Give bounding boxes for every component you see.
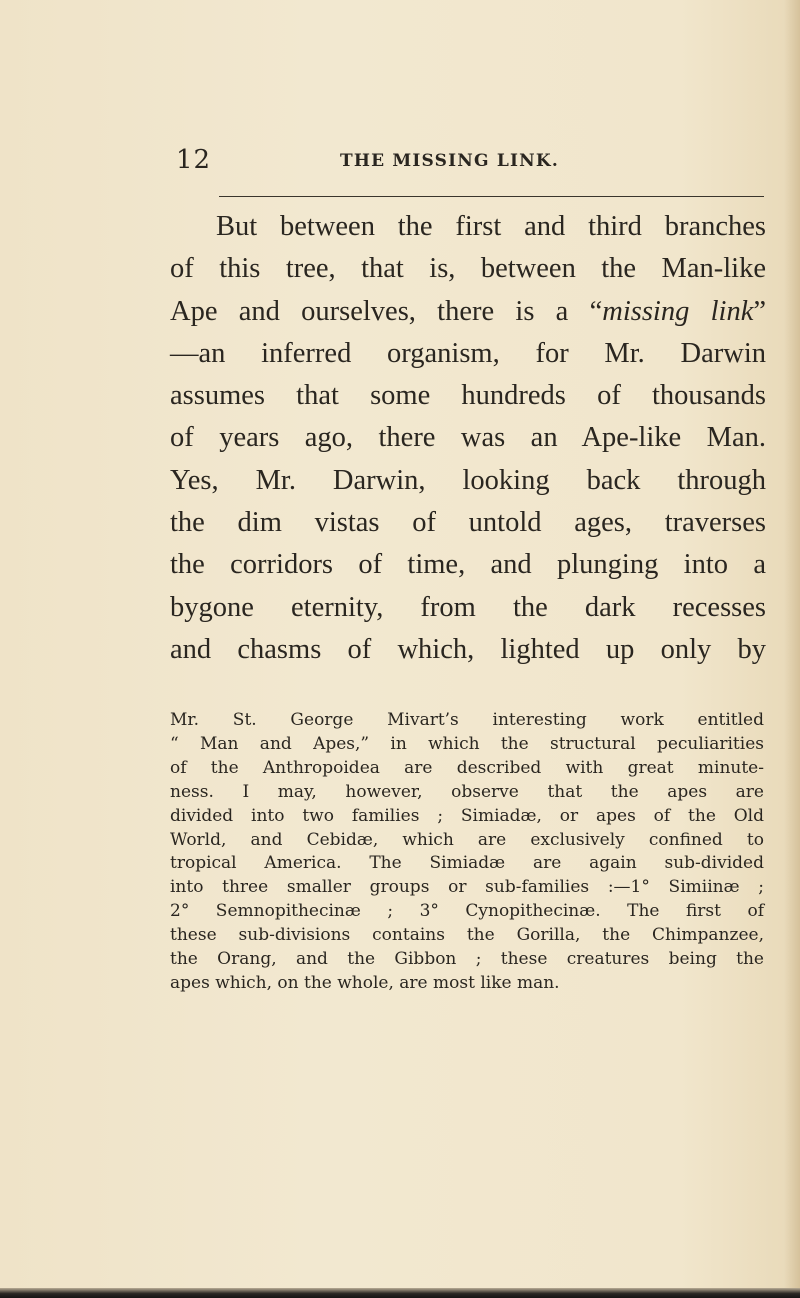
footnote-line: the Orang, and the Gibbon ; these creatures being the (170, 949, 764, 970)
open-quote: “ (589, 295, 603, 327)
body-line: Yes, Mr. Darwin, looking back through (170, 464, 766, 496)
main-paragraph (170, 206, 766, 671)
footnote-line: 2° Semnopithecinæ ; 3° Cynopithecinæ. The first of (170, 901, 764, 922)
book-bottom-edge (0, 1288, 800, 1298)
page-number: 12 (176, 145, 212, 175)
body-line: bygone eternity, from the dark recesses (170, 591, 766, 623)
body-line: and chasms of which, lighted up only by (170, 633, 766, 665)
running-head: THE MISSING LINK. (340, 151, 560, 171)
body-line-with-quote (170, 291, 766, 333)
body-line: of this tree, that is, between the Man-like (170, 253, 766, 285)
footnote-line: these sub-divisions contains the Gorilla, the Chimpanzee, (170, 925, 764, 946)
footnote-line: apes which, on the whole, are most like man. (170, 972, 560, 993)
footnote (170, 709, 764, 996)
footnote-line: divided into two families ; Simiadæ, or apes of the Old (170, 805, 764, 826)
close-quote: ” (753, 295, 767, 327)
page-edge-shadow (784, 0, 800, 1298)
footnote-line: ness. I may, however, observe that the apes are (170, 781, 764, 802)
footnote-line: tropical America. The Simiadæ are again sub-divided (170, 853, 764, 874)
footnote-line: “ Man and Apes,” in which the structural peculiarities (170, 733, 764, 754)
footnote-line: Mr. St. George Mivart’s interesting work entitled (170, 710, 764, 730)
body-line-segment: Ape and ourselves, there is a (170, 295, 590, 327)
body-line: But between the first and third branches (216, 211, 766, 242)
body-line: the corridors of time, and plunging into a (170, 549, 766, 581)
body-line: assumes that some hundreds of thousands (170, 380, 766, 412)
footnote-line: into three smaller groups or sub-families :—1° Simiinæ ; (170, 877, 764, 898)
missing-link-phrase: missing link (602, 295, 754, 327)
body-line: —an inferred organism, for Mr. Darwin (170, 337, 766, 369)
body-line: of years ago, there was an Ape-like Man. (170, 422, 766, 454)
footnote-line: World, and Cebidæ, which are exclusively confined to (170, 829, 764, 850)
body-line: the dim vistas of untold ages, traverses (170, 507, 766, 539)
footnote-line: of the Anthropoidea are described with great minute- (170, 757, 764, 778)
page-header (0, 145, 800, 185)
header-rule (219, 196, 764, 197)
